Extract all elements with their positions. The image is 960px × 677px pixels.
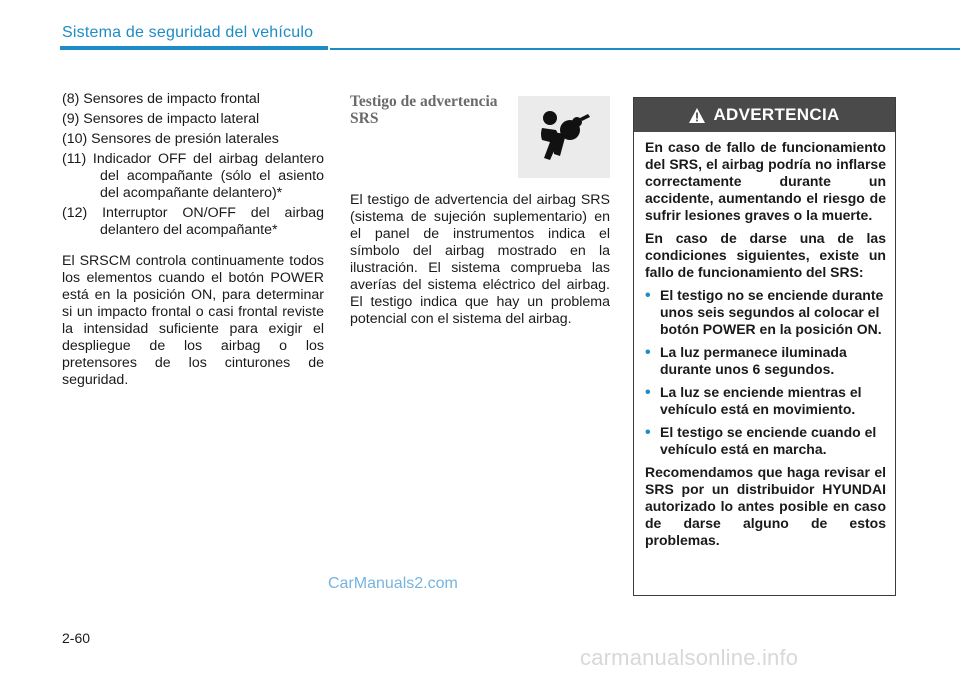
carmanuals-watermark: CarManuals2.com [328,575,458,592]
warning-header [634,98,895,132]
warning-conditions-intro: En caso de darse una de las condiciones siguientes, existe un fallo de funcionamiento del SRS: [645,230,886,280]
srscm-paragraph: El SRSCM controla continuamente todos los elementos cuando el botón POWER está en la posición ON, para determinar si un impacto frontal o casi frontal reviste la intensidad suficiente para exigir el despliegue de los airbag o los pretensores de los cinturones de seguridad. [62,253,324,388]
list-item: • La luz se enciende mientras el vehículo está en movimiento. [645,384,862,417]
airbag-icon-panel [518,96,610,178]
warning-title: ADVERTENCIA [713,105,840,124]
site-watermark: carmanualsonline.info [580,645,799,670]
list-item: (11) Indicador OFF del airbag delantero del acompañante (sólo el asiento del acompañante delantero)* [62,151,324,201]
list-item: • El testigo se enciende cuando el vehículo está en marcha. [645,424,877,457]
list-item: • La luz permanece iluminada durante unos 6 segundos. [645,344,847,377]
list-item: (12) Interruptor ON/OFF del airbag delantero del acompañante* [62,205,324,238]
srs-warning-paragraph: El testigo de advertencia del airbag SRS (sistema de sujeción suplementario) en el panel de instrumentos indica el símbolo del airbag mostrado en la ilustración. El sistema comprueba las averías del sistema eléctrico del airbag. El testigo indica que hay un problema potencial con el sistema del airbag. [350,192,610,327]
section-title: Sistema de seguridad del vehículo [62,24,314,41]
list-item: • El testigo no se enciende durante unos seis segundos al colocar el botón POWER en la posición ON. [645,287,884,337]
warning-box [633,97,896,596]
bullet-icon: • [645,287,651,304]
warning-body [634,132,895,549]
bullet-icon: • [645,344,651,361]
list-item: (10) Sensores de presión laterales [62,131,279,147]
warning-bullet-list [645,287,886,458]
list-item: (8) Sensores de impacto frontal [62,91,260,107]
left-column [62,91,324,389]
page-number: 2-60 [62,630,91,646]
header-accent-bar [60,46,328,50]
header-rule [330,48,960,50]
warning-closing: Recomendamos que haga revisar el SRS por un distribuidor HYUNDAI autorizado lo antes posible en caso de darse alguno de estos problemas. [645,464,886,548]
list-item: (9) Sensores de impacto lateral [62,111,260,127]
bullet-icon: • [645,424,651,441]
warning-intro: En caso de fallo de funcionamiento del SRS, el airbag podría no inflarse correctamente durante un accidente, aumentando el riesgo de sufrir lesiones graves o la muerte. [645,139,886,223]
bullet-icon: • [645,384,651,401]
warning-triangle-icon [689,108,705,123]
airbag-warning-icon [536,108,594,166]
srs-warning-title: Testigo de advertencia SRS [350,93,498,127]
